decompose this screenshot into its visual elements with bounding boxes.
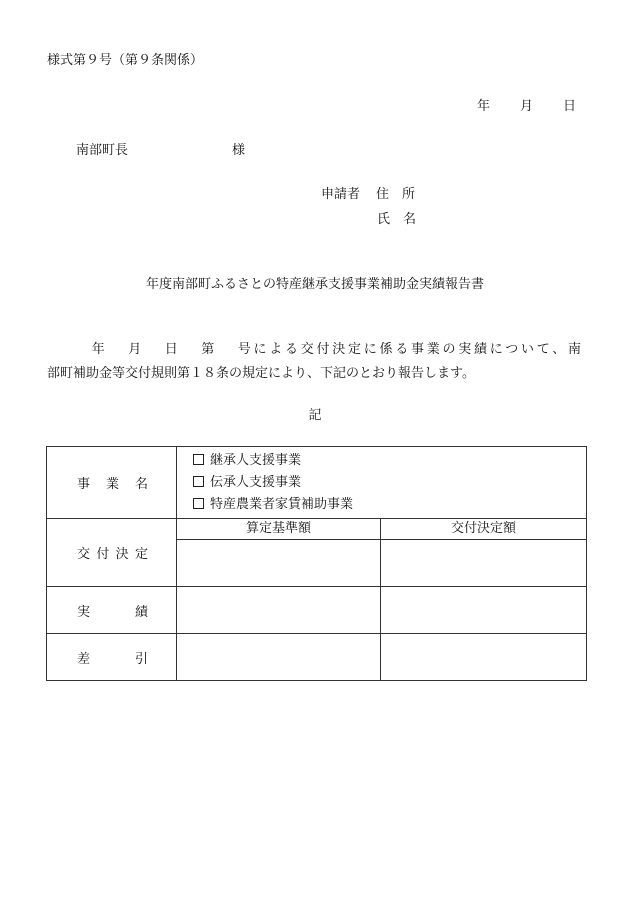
body-paragraph (47, 338, 581, 386)
option-keishonin[interactable] (193, 452, 586, 474)
checkbox-icon[interactable] (193, 476, 204, 487)
option-label: 継承人支援事業 (210, 453, 302, 468)
option-label: 伝承人支援事業 (210, 475, 302, 490)
body-line-1 (47, 338, 581, 362)
report-table (46, 446, 587, 681)
applicant-label: 申請者 (321, 187, 361, 202)
diff-base-cell[interactable] (177, 634, 381, 681)
actual-label: 実績 (47, 587, 177, 634)
actual-base-cell[interactable] (177, 587, 381, 634)
col-decision-header: 交付決定額 (381, 519, 587, 540)
date-year-label: 年 (476, 99, 490, 114)
form-number: 様式第９号（第９条関係） (47, 53, 204, 68)
actual-row (47, 587, 587, 634)
body-dai: 第 (198, 342, 217, 357)
ki-heading: 記 (308, 408, 322, 423)
project-options (177, 447, 587, 519)
grant-base-cell[interactable] (177, 540, 381, 587)
grant-label: 交付決定 (47, 519, 177, 587)
checkbox-icon[interactable] (193, 454, 204, 465)
option-label: 特産農業者家賃補助事業 (210, 497, 354, 512)
grant-header-row (47, 519, 587, 540)
body-year: 年 (89, 342, 108, 357)
name-label: 氏 名 (377, 212, 417, 227)
actual-decision-cell[interactable] (381, 587, 587, 634)
col-base-header: 算定基準額 (177, 519, 381, 540)
document-title: 年度南部町ふるさとの特産継承支援事業補助金実績報告書 (145, 277, 484, 292)
diff-label: 差引 (47, 634, 177, 681)
applicant-name-line (377, 208, 416, 227)
date-month-label: 月 (519, 99, 533, 114)
date-line (477, 95, 576, 114)
project-row (47, 447, 587, 519)
addressee (76, 139, 245, 158)
diff-row (47, 634, 587, 681)
addressee-name: 南部町長 (76, 143, 129, 158)
body-line-2: 部町補助金等交付規則第１８条の規定により、下記のとおり報告します。 (47, 366, 475, 381)
address-label: 住 所 (376, 187, 416, 202)
body-month: 月 (125, 342, 144, 357)
addressee-honorific: 様 (232, 143, 246, 158)
applicant-address-line (321, 183, 415, 202)
checkbox-icon[interactable] (193, 498, 204, 509)
project-label: 事業名 (47, 447, 177, 519)
body-day: 日 (162, 342, 181, 357)
option-denshonin[interactable] (193, 474, 586, 496)
diff-decision-cell[interactable] (381, 634, 587, 681)
body-line-1-rest: 号による交付決定に係る事業の実績について、南 (235, 342, 581, 357)
option-yachin[interactable] (193, 496, 586, 518)
date-day-label: 日 (562, 99, 576, 114)
grant-decision-cell[interactable] (381, 540, 587, 587)
